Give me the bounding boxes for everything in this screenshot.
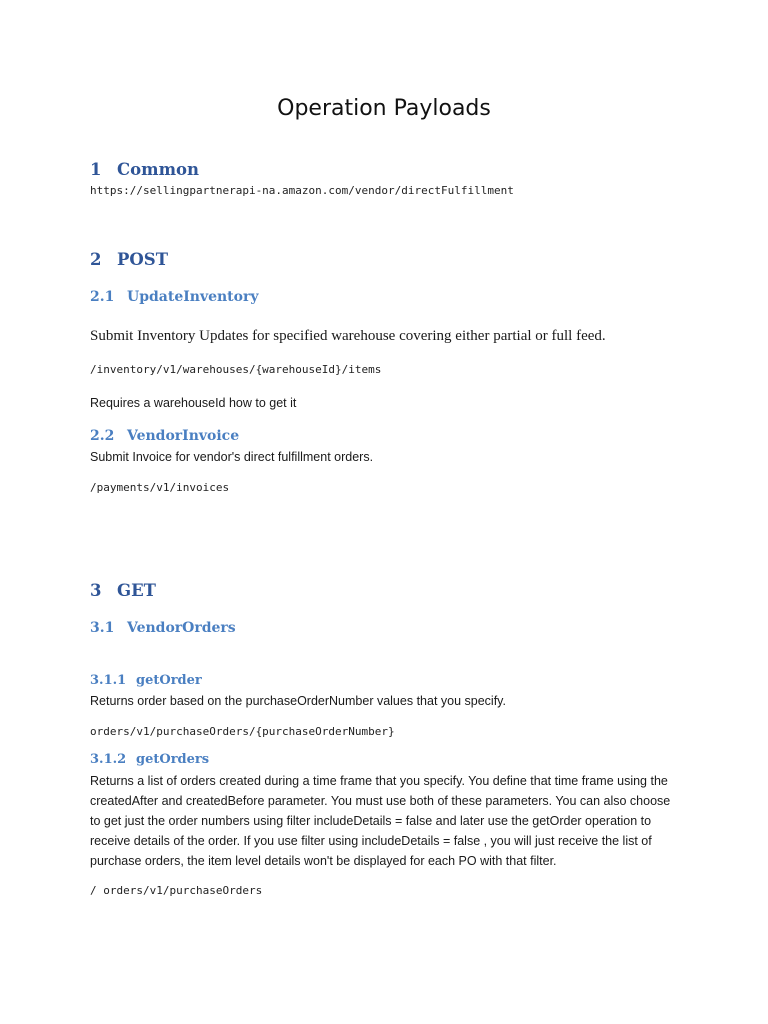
update-inventory-note: Requires a warehouseId how to get it	[90, 396, 297, 410]
heading-number: 2.1	[90, 289, 115, 305]
heading-text: GET	[117, 581, 156, 600]
vendor-invoice-description: Submit Invoice for vendor's direct fulfillment orders.	[90, 450, 374, 464]
heading-post	[90, 250, 168, 269]
heading-text: UpdateInventory	[127, 289, 259, 305]
get-order-path: orders/v1/purchaseOrders/{purchaseOrderNumber}	[90, 725, 395, 738]
common-base-url: https://sellingpartnerapi-na.amazon.com/vendor/directFulfillment	[90, 184, 514, 197]
heading-text: VendorInvoice	[127, 428, 240, 444]
heading-number: 2.2	[90, 428, 115, 444]
heading-number: 2	[90, 250, 102, 269]
heading-get	[90, 581, 156, 600]
get-orders-description: Returns a list of orders created during a time frame that you specify. You define that time frame using the createdAfter and createdBefore parameter. You must use both of these parameters. You can also choose to get just the order numbers using filter includeDetails = false and later use the getOrder operation to receive details of the order. If you use filter using includeDetails = false , you will just receive the list of purchase orders, the item level details won't be displayed for each PO with that filter.	[90, 774, 671, 868]
heading-number: 3.1.1	[90, 673, 127, 688]
heading-update-inventory	[90, 289, 259, 305]
heading-number: 1	[90, 160, 102, 179]
update-inventory-description: Submit Inventory Updates for specified warehouse covering either partial or full feed.	[90, 328, 606, 344]
heading-text: POST	[117, 250, 168, 269]
heading-common	[90, 160, 199, 179]
heading-number: 3	[90, 581, 102, 600]
heading-number: 3.1	[90, 620, 115, 636]
heading-text: VendorOrders	[127, 620, 236, 636]
heading-get-order	[90, 673, 202, 688]
heading-get-orders	[90, 752, 209, 767]
heading-number: 3.1.2	[90, 752, 127, 767]
heading-text: getOrders	[136, 752, 210, 767]
page-title: Operation Payloads	[277, 96, 491, 121]
get-orders-path: / orders/v1/purchaseOrders	[90, 884, 263, 897]
get-order-description: Returns order based on the purchaseOrderNumber values that you specify.	[90, 694, 506, 708]
update-inventory-path: /inventory/v1/warehouses/{warehouseId}/items	[90, 363, 382, 376]
heading-text: Common	[117, 160, 200, 179]
vendor-invoice-path: /payments/v1/invoices	[90, 481, 230, 494]
heading-vendor-invoice	[90, 428, 239, 444]
heading-text: getOrder	[136, 673, 202, 688]
heading-vendor-orders	[90, 620, 236, 636]
